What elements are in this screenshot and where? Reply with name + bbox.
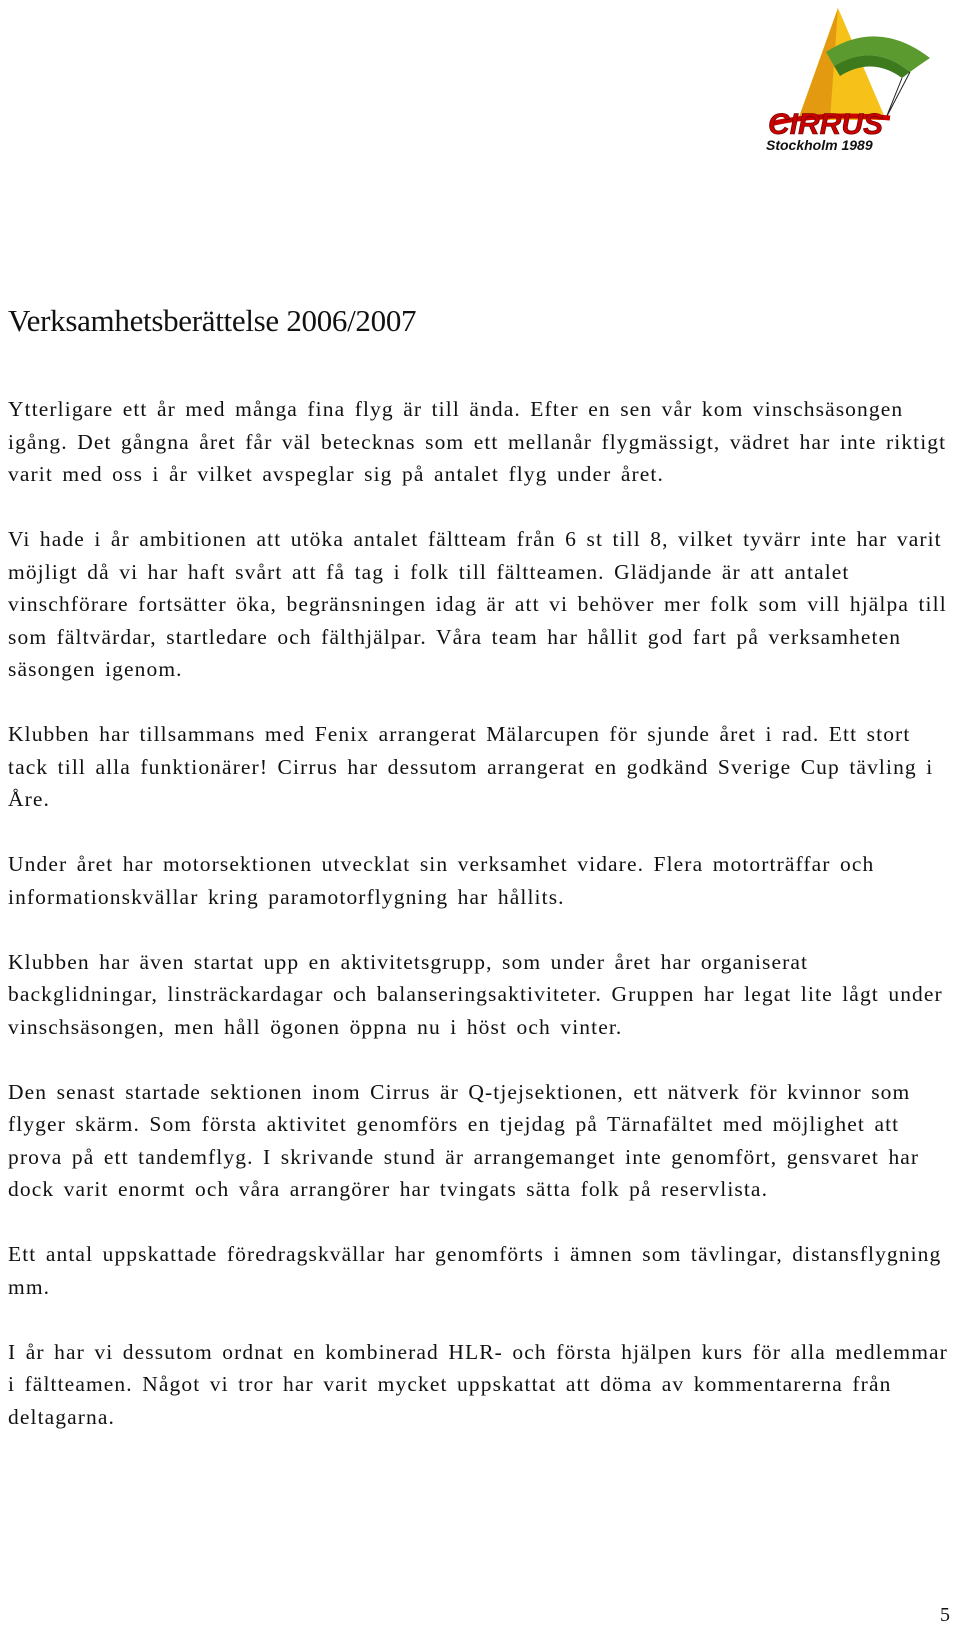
paragraph: Den senast startade sektionen inom Cirrus är Q-tjejsektionen, ett nätverk för kvinnor som flyger skärm. Som första aktivitet genomförs en tjejdag på Tärnafältet med möjlighet att prova på ett tandemflyg. I skrivande stund är arrangemanget inte genomfört, gensvaret har dock varit enormt och våra arrangörer har tvingats sätta folk på reservlista.: [8, 1079, 920, 1201]
paragraph: Ytterligare ett år med många fina flyg är till ända. Efter en sen vår kom vinschsäsongen igång. Det gångna året får väl betecknas som ett mellanår flygmässigt, vädret har inte riktigt varit med oss i år vilket avspeglar sig på antalet flyg under året.: [8, 397, 947, 486]
paragraph: Under året har motorsektionen utvecklat sin verksamhet vidare. Flera motorträffar och informationskvällar kring paramotorflygning har hållits.: [8, 852, 875, 909]
cirrus-logo: [766, 0, 940, 165]
logo-wordmark: CIRRUS: [768, 108, 884, 141]
paragraph: Klubben har även startat upp en aktivitetsgrupp, som under året har organiserat backglidningar, linsträckardagar och balanseringsaktiviteter. Gruppen har legat lite lågt under vinschsäsongen, men håll ögonen öppna nu i höst och vinter.: [8, 949, 943, 1039]
paragraph: I år har vi dessutom ordnat en kombinerad HLR- och första hjälpen kurs för alla medlemmar i fältteamen. Något vi tror har varit mycket uppskattat att döma av kommentarerna från deltagarna.: [8, 1339, 948, 1429]
page-number: 5: [940, 1604, 950, 1626]
paragraph: Ett antal uppskattade föredragskvällar har genomförts i ämnen som tävlingar, distansflygning mm.: [8, 1242, 942, 1299]
document-body: [8, 393, 953, 1466]
logo-subtitle: Stockholm 1989: [766, 137, 873, 153]
paragraph: Klubben har tillsammans med Fenix arrangerat Mälarcupen för sjunde året i rad. Ett stort tack till alla funktionärer! Cirrus har dessutom arrangerat en godkänd Sverige Cup tävling i Åre.: [8, 722, 934, 811]
document-title: Verksamhetsberättelse 2006/2007: [8, 303, 417, 338]
paragraph: Vi hade i år ambitionen att utöka antalet fältteam från 6 st till 8, vilket tyvärr inte har varit möjligt då vi har haft svårt att få tag i folk till fältteamen. Glädjande är att antalet vinschförare fortsätter öka, begränsningen idag är att vi behöver mer folk som vill hjälpa till som fältvärdar, startledare och fälthjälpar. Våra team har hållit god fart på verksamheten säsongen igenom.: [8, 527, 947, 681]
